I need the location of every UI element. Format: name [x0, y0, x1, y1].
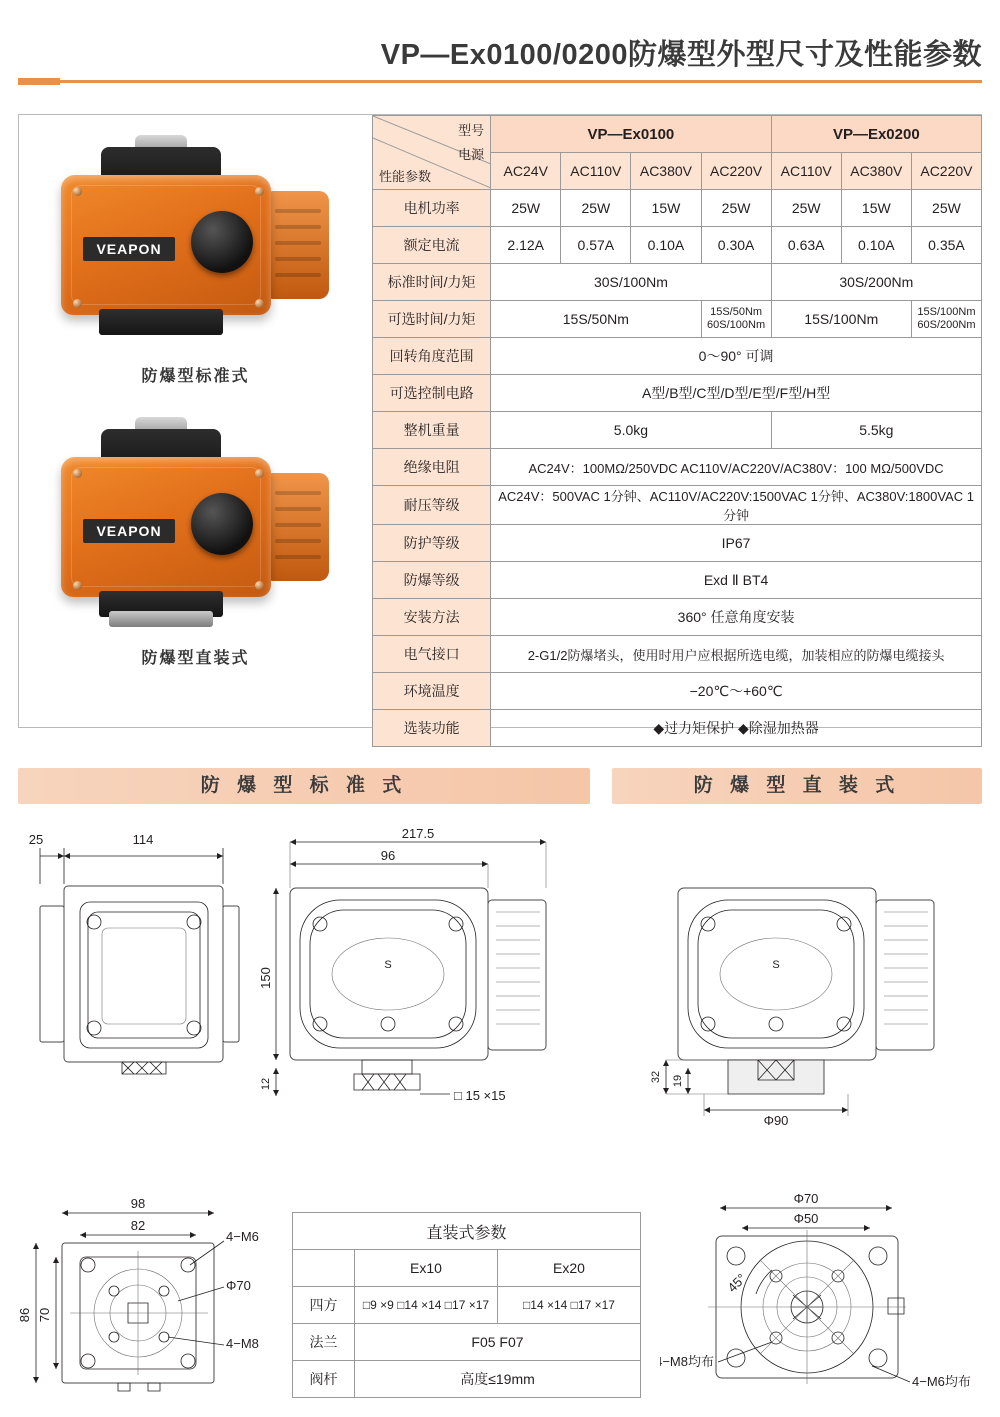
row-label-protection-class: 防护等级	[373, 525, 491, 562]
svg-text:12: 12	[260, 1077, 272, 1091]
cell: 0～90° 可调	[491, 338, 982, 375]
product-photo-column	[19, 115, 372, 727]
cell: 0.10A	[841, 227, 911, 264]
cell: ◆过力矩保护 ◆除湿加热器	[491, 710, 982, 747]
table-row	[373, 375, 982, 412]
cell: 2.12A	[491, 227, 561, 264]
cell: 15S/50Nm 60S/100Nm	[701, 301, 771, 338]
svg-text:4−M8均布: 4−M8均布	[660, 1354, 714, 1369]
table-row	[373, 338, 982, 375]
svg-text:86: 86	[18, 1307, 32, 1323]
model-header-0: VP—Ex0100	[491, 116, 771, 153]
mini-col-ex20: Ex20	[498, 1250, 641, 1287]
svg-text:Φ50: Φ50	[793, 1211, 819, 1226]
page-title: VP—Ex0100/0200防爆型外型尺寸及性能参数	[380, 39, 982, 71]
product-photo-standard	[41, 133, 351, 348]
drawing-bottom-flange	[18, 1195, 278, 1395]
cell: A型/B型/C型/D型/E型/F型/H型	[491, 375, 982, 412]
svg-text:S: S	[772, 959, 780, 971]
row-label-motor-power: 电机功率	[373, 190, 491, 227]
table-row	[373, 710, 982, 747]
row-label-rotation-range: 回转角度范围	[373, 338, 491, 375]
cell: IP67	[491, 525, 982, 562]
cell: 30S/100Nm	[491, 264, 771, 301]
svg-text:96: 96	[380, 848, 396, 863]
banner-label-direct: 防 爆 型 直 装 式	[693, 775, 901, 796]
svg-text:Φ70: Φ70	[226, 1278, 251, 1293]
svg-text:32: 32	[650, 1070, 662, 1084]
table-row	[373, 227, 982, 264]
photo-caption-direct: 防爆型直装式	[141, 650, 250, 667]
table-corner-header	[373, 116, 491, 190]
page-header	[0, 0, 1000, 86]
table-row	[373, 599, 982, 636]
cell: 25W	[491, 190, 561, 227]
drawing-side-view	[258, 828, 590, 1128]
brand-label: VEAPON	[83, 519, 175, 543]
cell: 5.0kg	[491, 412, 771, 449]
cell: −20℃～+60℃	[491, 673, 982, 710]
svg-text:25: 25	[28, 832, 44, 847]
svg-text:S: S	[384, 959, 392, 971]
cell: 25W	[771, 190, 841, 227]
row-label-ambient-temp: 环境温度	[373, 673, 491, 710]
row-label-rated-current: 额定电流	[373, 227, 491, 264]
photo-caption-standard: 防爆型标准式	[141, 368, 250, 385]
cell: 15S/100Nm 60S/200Nm	[911, 301, 981, 338]
direct-mount-parameter-table	[292, 1212, 641, 1398]
section-banner-direct	[612, 768, 982, 804]
cell: 0.35A	[911, 227, 981, 264]
cell: 高度≤19mm	[355, 1361, 641, 1398]
voltage-4: AC110V	[771, 153, 841, 190]
model-header-1: VP—Ex0200	[771, 116, 981, 153]
table-row	[373, 412, 982, 449]
cell: 0.10A	[631, 227, 701, 264]
voltage-2: AC380V	[631, 153, 701, 190]
row-label-electrical-interface: 电气接口	[373, 636, 491, 673]
mini-table-title: 直装式参数	[293, 1213, 641, 1250]
svg-text:98: 98	[130, 1196, 146, 1211]
table-row	[373, 562, 982, 599]
product-photo-direct	[41, 415, 351, 630]
voltage-3: AC220V	[701, 153, 771, 190]
cell: 25W	[561, 190, 631, 227]
cell: 5.5kg	[771, 412, 981, 449]
cell: 25W	[701, 190, 771, 227]
mini-table-corner	[293, 1250, 355, 1287]
header-divider	[18, 80, 982, 83]
table-row	[373, 636, 982, 673]
header-divider-accent	[18, 78, 60, 85]
svg-text:4−M8: 4−M8	[226, 1336, 259, 1351]
svg-text:82: 82	[130, 1218, 146, 1233]
cell: 2-G1/2防爆堵头，使用时用户应根据所选电缆，加装相应的防爆电缆接头	[491, 636, 982, 673]
svg-text:45°: 45°	[724, 1270, 750, 1296]
row-label-optional-function: 选装功能	[373, 710, 491, 747]
table-row	[373, 190, 982, 227]
svg-text:□ 15 ×15: □ 15 ×15	[454, 1088, 506, 1103]
table-row	[293, 1287, 641, 1324]
svg-text:4−M6均布: 4−M6均布	[912, 1374, 971, 1389]
svg-text:Φ70: Φ70	[793, 1191, 819, 1206]
cell: 360° 任意角度安装	[491, 599, 982, 636]
voltage-5: AC380V	[841, 153, 911, 190]
table-row	[373, 486, 982, 525]
svg-text:70: 70	[37, 1307, 52, 1323]
table-row	[293, 1324, 641, 1361]
cell: F05 F07	[355, 1324, 641, 1361]
voltage-6: AC220V	[911, 153, 981, 190]
section-banner-standard	[18, 768, 590, 804]
row-label-mounting: 安装方法	[373, 599, 491, 636]
cell: □9 ×9 □14 ×14 □17 ×17	[355, 1287, 498, 1324]
voltage-1: AC110V	[561, 153, 631, 190]
drawing-circular-flange	[660, 1190, 982, 1390]
row-label-insulation: 绝缘电阻	[373, 449, 491, 486]
table-row	[373, 673, 982, 710]
cell: □14 ×14 □17 ×17	[498, 1287, 641, 1324]
cell: Exd Ⅱ BT4	[491, 562, 982, 599]
svg-text:217.5: 217.5	[401, 828, 435, 841]
mini-row-label-square: 四方	[293, 1287, 355, 1324]
cell: 15S/50Nm	[491, 301, 701, 338]
row-label-control-circuit: 可选控制电路	[373, 375, 491, 412]
specification-table	[372, 115, 982, 736]
banner-label-standard: 防 爆 型 标 准 式	[200, 775, 408, 796]
row-label-withstand-voltage: 耐压等级	[373, 486, 491, 525]
corner-model-label: 型号	[458, 123, 485, 138]
cell: 30S/200Nm	[771, 264, 981, 301]
mini-row-label-stem: 阀杆	[293, 1361, 355, 1398]
svg-text:4−M6: 4−M6	[226, 1229, 259, 1244]
cell: AC24V：100MΩ/250VDC AC110V/AC220V/AC380V：100 MΩ/500VDC	[491, 449, 982, 486]
drawing-direct-view	[630, 828, 982, 1128]
svg-text:150: 150	[258, 967, 273, 989]
table-row	[373, 449, 982, 486]
cell: 0.63A	[771, 227, 841, 264]
svg-text:114: 114	[132, 832, 154, 847]
table-row	[373, 264, 982, 301]
cell: 0.57A	[561, 227, 631, 264]
cell: 0.30A	[701, 227, 771, 264]
cell: AC24V：500VAC 1分钟、AC110V/AC220V:1500VAC 1分钟、AC380V:1800VAC 1分钟	[491, 486, 982, 525]
spec-panel	[18, 114, 982, 736]
svg-text:Φ90: Φ90	[763, 1113, 789, 1128]
voltage-0: AC24V	[491, 153, 561, 190]
corner-param-label: 性能参数	[379, 169, 432, 184]
corner-power-label: 电源	[458, 147, 485, 162]
cell: 15W	[631, 190, 701, 227]
table-row	[373, 301, 982, 338]
row-label-optional-time-torque: 可选时间/力矩	[373, 301, 491, 338]
brand-label: VEAPON	[83, 237, 175, 261]
cell: 15S/100Nm	[771, 301, 911, 338]
mini-col-ex10: Ex10	[355, 1250, 498, 1287]
row-label-explosion-class: 防爆等级	[373, 562, 491, 599]
row-label-standard-time-torque: 标准时间/力矩	[373, 264, 491, 301]
drawing-front-view	[18, 828, 248, 1118]
table-row	[293, 1361, 641, 1398]
cell: 15W	[841, 190, 911, 227]
cell: 25W	[911, 190, 981, 227]
table-row	[373, 525, 982, 562]
row-label-weight: 整机重量	[373, 412, 491, 449]
mini-row-label-flange: 法兰	[293, 1324, 355, 1361]
svg-text:19: 19	[672, 1074, 684, 1088]
